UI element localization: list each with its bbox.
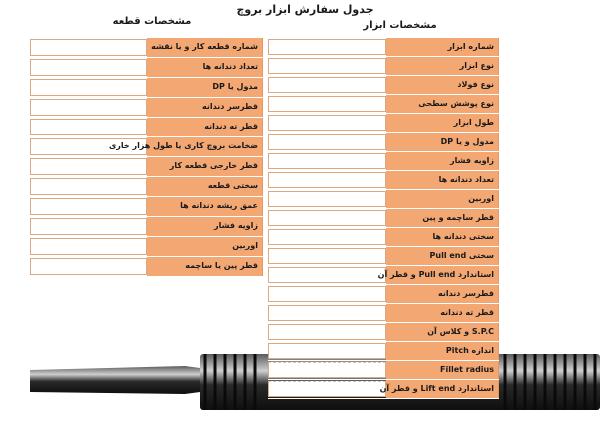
part-specs-table xyxy=(30,38,263,277)
part-spec-label: مدول یا DP xyxy=(147,78,263,97)
part-spec-row xyxy=(30,237,263,257)
tool-spec-field[interactable] xyxy=(268,210,386,226)
part-spec-label: تعداد دندانه ها xyxy=(147,58,263,77)
part-spec-row xyxy=(30,98,263,118)
tool-spec-row xyxy=(268,114,499,133)
tool-spec-label: اوربین xyxy=(386,190,499,208)
part-specs-heading: مشخصات قطعه xyxy=(112,16,192,27)
tool-spec-field[interactable] xyxy=(268,381,386,397)
part-spec-field[interactable] xyxy=(30,158,147,175)
part-spec-field[interactable] xyxy=(30,178,147,195)
tool-spec-label: قطرسر دندانه xyxy=(386,285,499,303)
part-spec-row xyxy=(30,137,263,157)
tool-spec-row xyxy=(268,342,499,361)
tool-spec-row xyxy=(268,38,499,57)
tool-specs-table xyxy=(268,38,499,399)
tool-spec-row xyxy=(268,152,499,171)
tool-spec-field[interactable] xyxy=(268,305,386,321)
tool-spec-label: تعداد دندانه ها xyxy=(386,171,499,189)
tool-specs-heading: مشخصات ابزار xyxy=(363,20,437,31)
tool-spec-row xyxy=(268,361,499,380)
part-spec-row xyxy=(30,38,263,58)
part-spec-row xyxy=(30,217,263,237)
part-spec-field[interactable] xyxy=(30,39,147,56)
tool-spec-field[interactable] xyxy=(268,58,386,74)
tool-spec-field[interactable] xyxy=(268,248,386,264)
part-spec-field[interactable] xyxy=(30,119,147,136)
tool-spec-field[interactable] xyxy=(268,324,386,340)
tool-spec-label: استاندارد Lift end و قطر آن xyxy=(386,380,499,398)
tool-spec-field[interactable] xyxy=(268,343,386,359)
part-spec-field[interactable] xyxy=(30,99,147,116)
part-spec-row xyxy=(30,58,263,78)
tool-spec-label: شماره ابزار xyxy=(386,38,499,56)
part-spec-row xyxy=(30,177,263,197)
tool-spec-row xyxy=(268,171,499,190)
tool-spec-field[interactable] xyxy=(268,267,386,283)
part-spec-label: قطرسر دندانه xyxy=(147,98,263,117)
tool-spec-field[interactable] xyxy=(268,153,386,169)
tool-spec-label: اندازه Pitch xyxy=(386,342,499,360)
part-spec-label: اوربین xyxy=(147,237,263,256)
tool-spec-row xyxy=(268,266,499,285)
tool-spec-row xyxy=(268,380,499,399)
tool-spec-label: استاندارد Pull end و قطر آن xyxy=(386,266,499,284)
tool-spec-label: سختی Pull end xyxy=(386,247,499,265)
tool-spec-field[interactable] xyxy=(268,191,386,207)
part-spec-field[interactable] xyxy=(30,198,147,215)
part-spec-row xyxy=(30,78,263,98)
part-spec-label: قطر ته دندانه xyxy=(147,118,263,137)
tool-spec-field[interactable] xyxy=(268,172,386,188)
tool-spec-field[interactable] xyxy=(268,286,386,302)
part-spec-label: سختی قطعه xyxy=(147,177,263,196)
part-spec-label: زاویه فشار xyxy=(147,217,263,236)
tool-spec-label: قطر ته دندانه xyxy=(386,304,499,322)
tool-spec-label: نوع فولاد xyxy=(386,76,499,94)
part-spec-label: عمق ریشه دندانه ها xyxy=(147,197,263,216)
tool-spec-label: Fillet radius xyxy=(386,361,499,379)
part-spec-field[interactable] xyxy=(30,79,147,96)
tool-spec-label: S.P.C و کلاس آن xyxy=(386,323,499,341)
part-spec-row xyxy=(30,118,263,138)
tool-spec-row xyxy=(268,76,499,95)
tool-spec-row xyxy=(268,247,499,266)
tool-spec-row xyxy=(268,304,499,323)
part-spec-field[interactable] xyxy=(30,59,147,76)
tool-spec-label: زاویه فشار xyxy=(386,152,499,170)
tool-spec-row xyxy=(268,133,499,152)
tool-spec-label: قطر ساچمه و پین xyxy=(386,209,499,227)
tool-spec-row xyxy=(268,228,499,247)
tool-spec-field[interactable] xyxy=(268,134,386,150)
tool-spec-row xyxy=(268,95,499,114)
part-spec-label: قطر خارجی قطعه کار xyxy=(147,157,263,176)
tool-spec-row xyxy=(268,190,499,209)
tool-spec-row xyxy=(268,285,499,304)
part-spec-row xyxy=(30,157,263,177)
tool-spec-field[interactable] xyxy=(268,96,386,112)
part-spec-field[interactable] xyxy=(30,238,147,255)
part-spec-label: شماره قطعه کار و یا نقشه xyxy=(147,38,263,57)
part-spec-label: ضخامت بروچ کاری یا طول هزار خاری xyxy=(147,137,263,156)
tool-spec-label: سختی دندانه ها xyxy=(386,228,499,246)
part-spec-row xyxy=(30,197,263,217)
part-spec-row xyxy=(30,257,263,277)
tool-spec-label: نوع ابزار xyxy=(386,57,499,75)
tool-spec-field[interactable] xyxy=(268,115,386,131)
part-spec-label: قطر پین یا ساچمه xyxy=(147,257,263,276)
tool-spec-row xyxy=(268,209,499,228)
tool-spec-label: نوع پوشش سطحی xyxy=(386,95,499,113)
tool-spec-row xyxy=(268,57,499,76)
tool-spec-field[interactable] xyxy=(268,39,386,55)
tool-spec-label: طول ابزار xyxy=(386,114,499,132)
tool-spec-field[interactable] xyxy=(268,77,386,93)
tool-spec-row xyxy=(268,323,499,342)
tool-spec-field[interactable] xyxy=(268,229,386,245)
page-title: جدول سفارش ابزار بروچ xyxy=(236,3,374,16)
part-spec-field[interactable] xyxy=(30,218,147,235)
tool-spec-label: مدول و یا DP xyxy=(386,133,499,151)
part-spec-field[interactable] xyxy=(30,258,147,275)
tool-spec-field[interactable] xyxy=(268,362,386,378)
